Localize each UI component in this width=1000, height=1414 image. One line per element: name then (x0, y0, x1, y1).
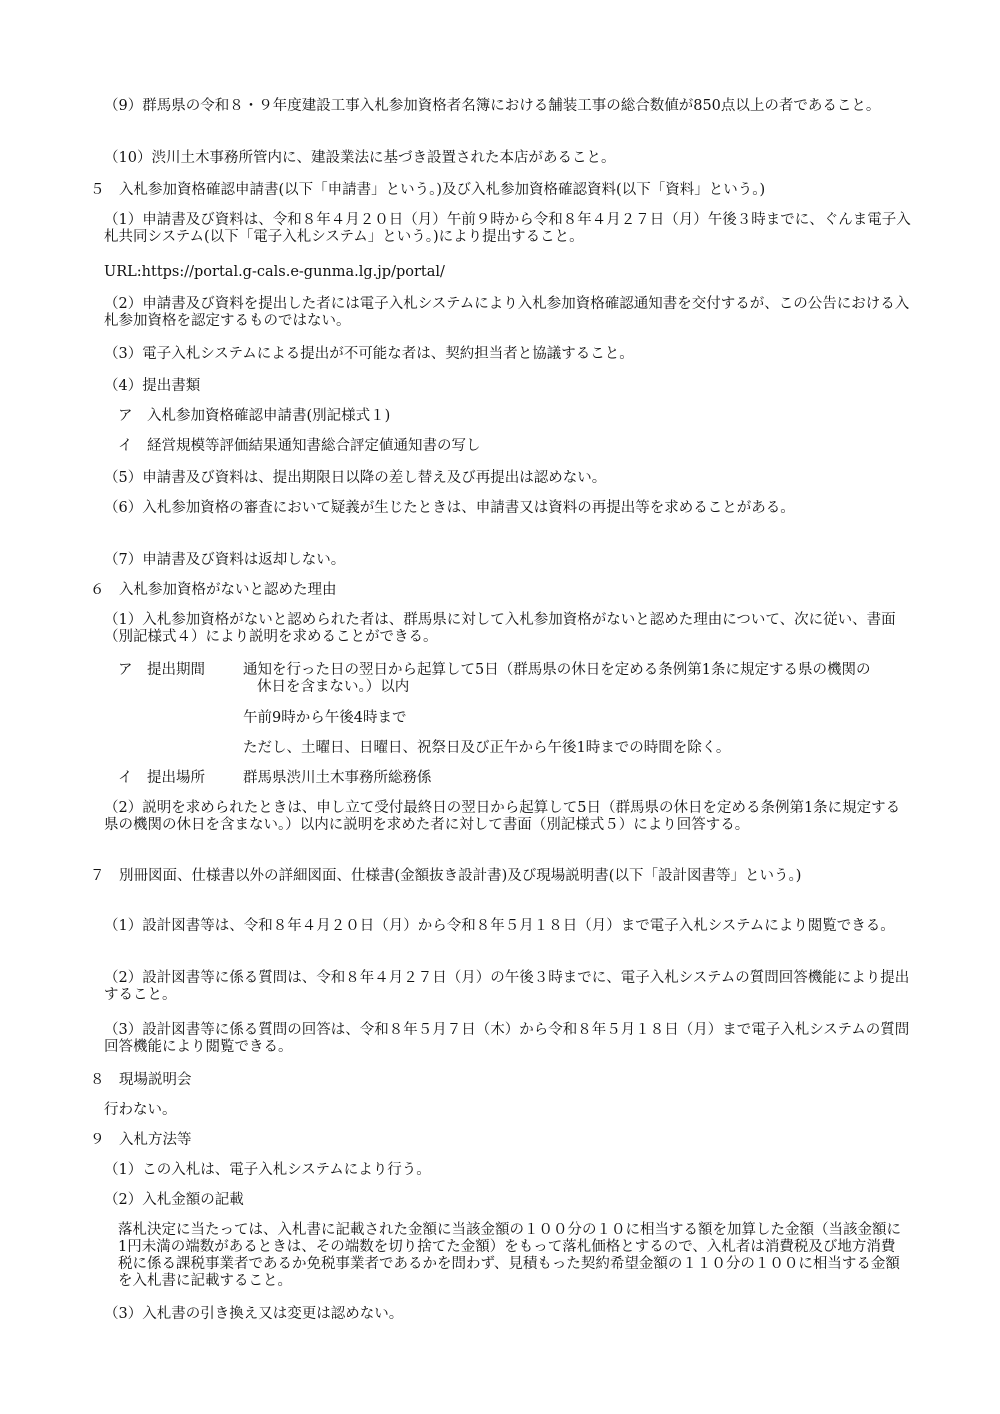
section-7-item-1: （1）設計図書等は、令和８年４月２０日（月）から令和８年５月１８日（月）まで電子入札システムにより閲覧できる。 (104, 918, 895, 934)
submission-hours: 午前9時から午後4時まで (243, 710, 407, 726)
section-5-item-2: （2）申請書及び資料を提出した者には電子入札システムにより入札参加資格確認通知書を交付するが、この公告における入札参加資格を認定するものではない。 (104, 296, 910, 329)
bid-amount-paragraph: 落札決定に当たっては、入札書に記載された金額に当該金額の１００分の１０に相当する額を加算した金額（当該金額に1円未満の端数があるときは、その端数を切り捨てた金額）をもって落札価格とするので、入札者は消費税及び地方消費税に係る課税事業者であるか免税事業者であるかを問わず、見積もった契約希望金額の１１０分の１００に相当する金額を入札書に記載すること。 (118, 1222, 901, 1289)
section-7-heading: ７ 別冊図面、仕様書以外の詳細図面、仕様書(金額抜き設計書)及び現場説明書(以下「設計図書等」という。) (90, 868, 802, 884)
section-5-heading: ５ 入札参加資格確認申請書(以下「申請書」という。)及び入札参加資格確認資料(以下「資料」という。) (90, 182, 766, 198)
section-7-item-3: （3）設計図書等に係る質問の回答は、令和８年５月７日（木）から令和８年５月１８日（月）まで電子入札システムの質問回答機能により閲覧できる。 (104, 1022, 910, 1055)
section-6-item-2: （2）説明を求められたときは、申し立て受付最終日の翌日から起算して5日（群馬県の休日を定める条例第1条に規定する県の機関の休日を含まない。）以内に説明を求めた者に対して書面（別記様式５）により回答する。 (104, 800, 901, 833)
submission-exceptions: ただし、土曜日、日曜日、祝祭日及び正午から午後1時までの時間を除く。 (243, 740, 731, 756)
submission-period-label: ア 提出期間 (118, 662, 205, 678)
section-9-item-3: （3）入札書の引き換え又は変更は認めない。 (104, 1306, 404, 1322)
section-5-item-6: （6）入札参加資格の審査において疑義が生じたときは、申請書又は資料の再提出等を求めることがある。 (104, 500, 795, 516)
document-i: イ 経営規模等評価結果通知書総合評定値通知書の写し (118, 438, 481, 454)
section-8-body: 行わない。 (104, 1102, 177, 1118)
section-5-item-5: （5）申請書及び資料は、提出期限日以降の差し替え及び再提出は認めない。 (104, 470, 607, 486)
section-6-item-1: （1）入札参加資格がないと認められた者は、群馬県に対して入札参加資格がないと認めた理由について、次に従い、書面（別記様式４）により説明を求めることができる。 (104, 612, 896, 645)
section-5-item-1: （1）申請書及び資料は、令和８年４月２０日（月）午前９時から令和８年４月２７日（月）午後３時までに、ぐんま電子入札共同システム(以下「電子入札システム」という。)により提出すること。 (104, 212, 911, 245)
section-7-item-2: （2）設計図書等に係る質問は、令和８年４月２７日（月）の午後３時までに、電子入札システムの質問回答機能により提出すること。 (104, 970, 910, 1003)
section-9-heading: ９ 入札方法等 (90, 1132, 192, 1148)
submission-place-value: 群馬県渋川土木事務所総務係 (243, 770, 432, 786)
item-10: （10）渋川土木事務所管内に、建設業法に基づき設置された本店があること。 (104, 150, 616, 166)
section-5-item-3: （3）電子入札システムによる提出が不可能な者は、契約担当者と協議すること。 (104, 346, 634, 362)
portal-url: URL:https://portal.g-cals.e-gunma.lg.jp/portal/ (104, 264, 445, 280)
submission-place-label: イ 提出場所 (118, 770, 205, 786)
section-9-item-2: （2）入札金額の記載 (104, 1192, 244, 1208)
document-a: ア 入札参加資格確認申請書(別記様式１) (118, 408, 391, 424)
section-5-item-4: （4）提出書類 (104, 378, 201, 394)
section-9-item-1: （1）この入札は、電子入札システムにより行う。 (104, 1162, 431, 1178)
section-8-heading: ８ 現場説明会 (90, 1072, 192, 1088)
section-5-item-7: （7）申請書及び資料は返却しない。 (104, 552, 346, 568)
item-9: （9）群馬県の令和８・９年度建設工事入札参加資格者名簿における舗装工事の総合数値が850点以上の者であること。 (104, 98, 881, 114)
submission-period-value: 通知を行った日の翌日から起算して5日（群馬県の休日を定める条例第1条に規定する県の機関の休日を含まない。）以内 (243, 662, 871, 695)
section-6-heading: ６ 入札参加資格がないと認めた理由 (90, 582, 337, 598)
